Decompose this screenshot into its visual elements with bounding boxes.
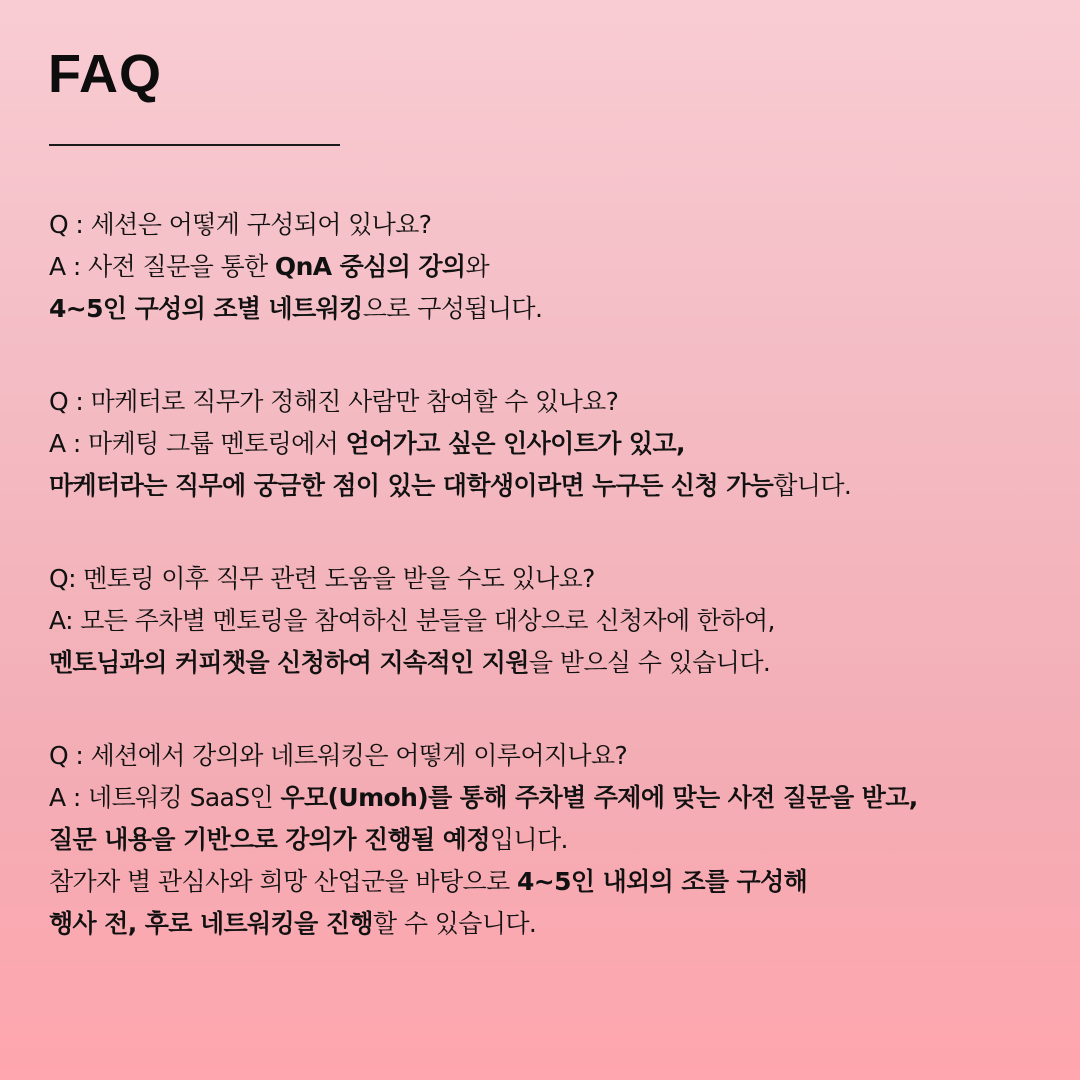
faq-answer-line	[49, 861, 1049, 903]
body-text: 참가자 별 관심사와 희망 산업군을 바탕으로	[49, 867, 517, 896]
faq-item	[49, 735, 1049, 945]
emphasis-text: 질문 내용을 기반으로 강의가 진행될 예정	[49, 825, 490, 854]
body-text: A: 모든 주차별 멘토링을 참여하신 분들을 대상으로 신청자에 한하여,	[49, 606, 775, 635]
emphasis-text: 멘토님과의 커피챗을 신청하여 지속적인 지원	[49, 648, 529, 677]
body-text: 할 수 있습니다.	[372, 909, 537, 938]
emphasis-text: 얻어가고 싶은 인사이트가 있고,	[345, 429, 685, 458]
faq-answer-line	[49, 903, 1049, 945]
faq-answer-line	[49, 642, 1049, 684]
faq-question	[49, 558, 1049, 600]
body-text: 을 받으실 수 있습니다.	[528, 648, 771, 677]
body-text: 와	[465, 252, 490, 281]
emphasis-text: 4~5인 내외의 조를 구성해	[516, 867, 808, 896]
body-text: 으로 구성됩니다.	[362, 294, 543, 323]
faq-answer-line	[49, 465, 1049, 507]
body-text: Q : 세션은 어떻게 구성되어 있나요?	[49, 210, 432, 239]
body-text: 합니다.	[773, 471, 852, 500]
faq-answer-line	[49, 777, 1049, 819]
page-title: FAQ	[48, 44, 163, 104]
body-text: Q : 세션에서 강의와 네트워킹은 어떻게 이루어지나요?	[49, 741, 628, 770]
faq-answer-line	[49, 246, 1049, 288]
faq-item	[49, 381, 1049, 507]
faq-answer-line	[49, 600, 1049, 642]
faq-question	[49, 381, 1049, 423]
faq-item	[49, 558, 1049, 684]
emphasis-text: QnA 중심의 강의	[274, 252, 466, 281]
body-text: A : 사전 질문을 통한	[49, 252, 275, 281]
body-text: 입니다.	[489, 825, 568, 854]
emphasis-text: 4~5인 구성의 조별 네트워킹	[49, 294, 363, 323]
body-text: Q: 멘토링 이후 직무 관련 도움을 받을 수도 있나요?	[49, 564, 595, 593]
faq-answer-line	[49, 288, 1049, 330]
emphasis-text: 행사 전, 후로 네트워킹을 진행	[49, 909, 373, 938]
title-divider	[49, 144, 340, 146]
faq-answer-line	[49, 819, 1049, 861]
emphasis-text: 마케터라는 직무에 궁금한 점이 있는 대학생이라면 누구든 신청 가능	[49, 471, 774, 500]
faq-question	[49, 735, 1049, 777]
faq-item	[49, 204, 1049, 330]
body-text: A : 마케팅 그룹 멘토링에서	[49, 429, 346, 458]
faq-list	[49, 204, 1049, 996]
faq-question	[49, 204, 1049, 246]
emphasis-text: 우모(Umoh)를 통해 주차별 주제에 맞는 사전 질문을 받고,	[280, 783, 918, 812]
body-text: Q : 마케터로 직무가 정해진 사람만 참여할 수 있나요?	[49, 387, 619, 416]
body-text: A : 네트워킹 SaaS인	[49, 783, 281, 812]
faq-answer-line	[49, 423, 1049, 465]
